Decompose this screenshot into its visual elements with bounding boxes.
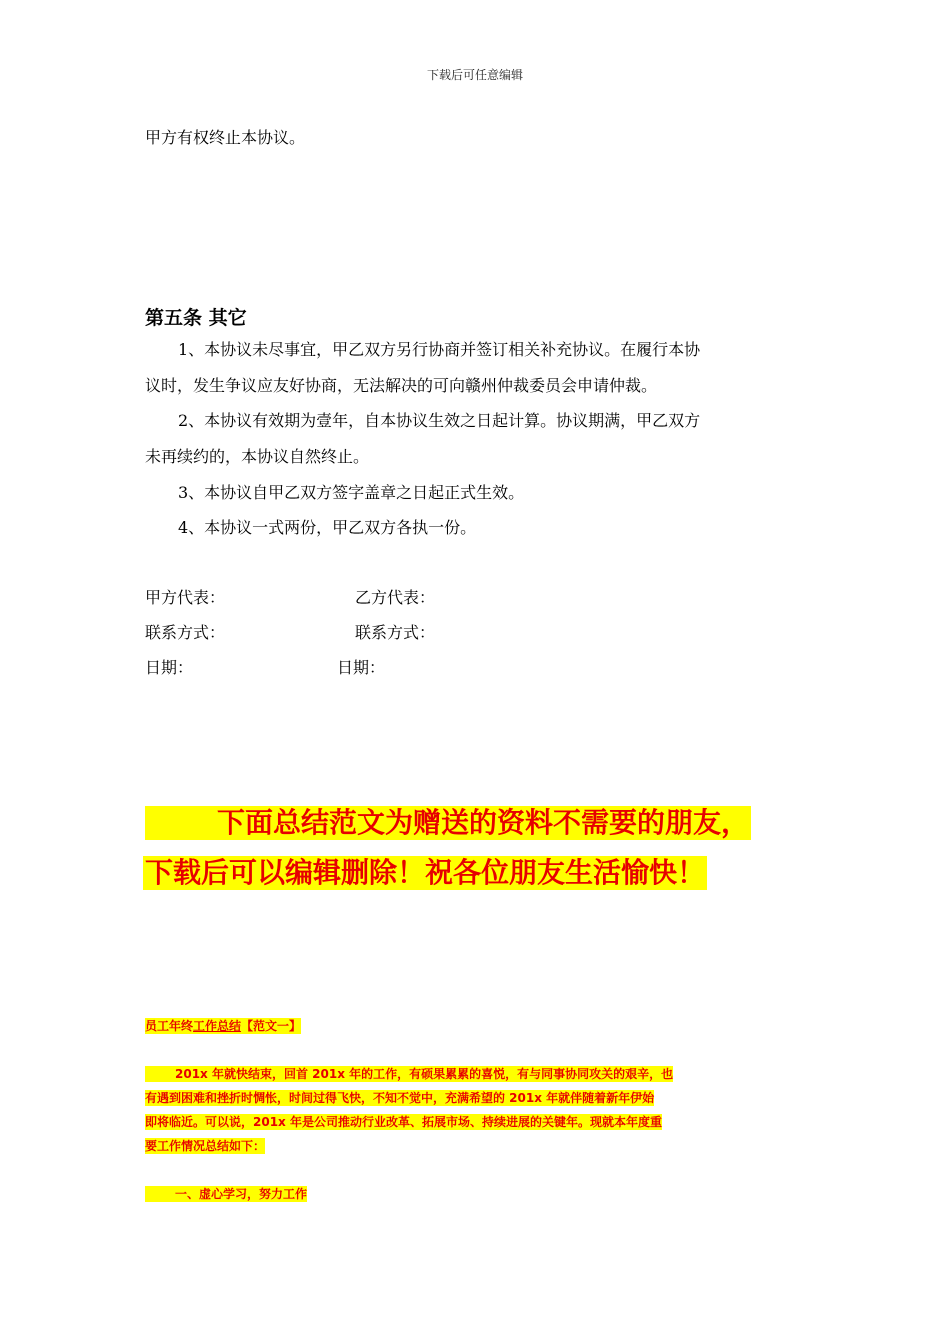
section-five-title: 第五条 其它 [145,307,247,329]
party-b-representative-label: 乙方代表： [355,588,436,607]
clause-2-line-1: 2、本协议有效期为壹年，自本协议生效之日起计算。协议期满，甲乙双方 [178,411,701,430]
clause-2-line-2: 未再续约的，本协议自然终止。 [145,447,370,466]
summary-title-link[interactable]: 工作总结 [193,1019,242,1033]
summary-title [145,1018,301,1034]
summary-para-line-4: 要工作情况总结如下： [145,1139,266,1153]
party-a-representative-label: 甲方代表： [145,588,226,607]
summary-para-line-2: 有遇到困难和挫折时惆怅，时间过得飞快，不知不觉中，充满希望的 201x 年就伴随着新年伊始 [145,1091,655,1105]
summary-para-line-3: 即将临近。可以说，201x 年是公司推动行业改革、拓展市场、持续进展的关键年。现就本年度重 [145,1115,662,1129]
summary-title-prefix: 员工年终 [145,1019,194,1033]
notice-line-1: 下面总结范文为赠送的资料不需要的朋友， [145,806,751,840]
clause-4-line: 4、本协议一式两份，甲乙双方各执一份。 [178,518,477,537]
summary-subheading: 一、虚心学习，努力工作 [145,1186,307,1202]
clause-3-line: 3、本协议自甲乙双方签字盖章之日起正式生效。 [178,483,525,502]
party-b-contact-label: 联系方式： [355,623,436,642]
intro-line: 甲方有权终止本协议。 [145,128,306,147]
party-b-date-label: 日期： [337,658,386,677]
notice-line-2: 下载后可以编辑删除！祝各位朋友生活愉快！ [145,856,706,889]
summary-title-suffix: 【范文一】 [241,1019,302,1033]
clause-1-line-1: 1、本协议未尽事宜，甲乙双方另行协商并签订相关补充协议。在履行本协 [178,340,701,359]
party-a-contact-label: 联系方式： [145,623,226,642]
party-a-date-label: 日期： [145,658,194,677]
clause-1-line-2: 议时，发生争议应友好协商，无法解决的可向赣州仲裁委员会申请仲裁。 [145,376,658,395]
summary-para-line-1: 201x 年就快结束，回首 201x 年的工作，有硕果累累的喜悦，有与同事协同攻关的艰辛，也 [145,1066,673,1082]
page-header: 下载后可任意编辑 [426,68,523,82]
